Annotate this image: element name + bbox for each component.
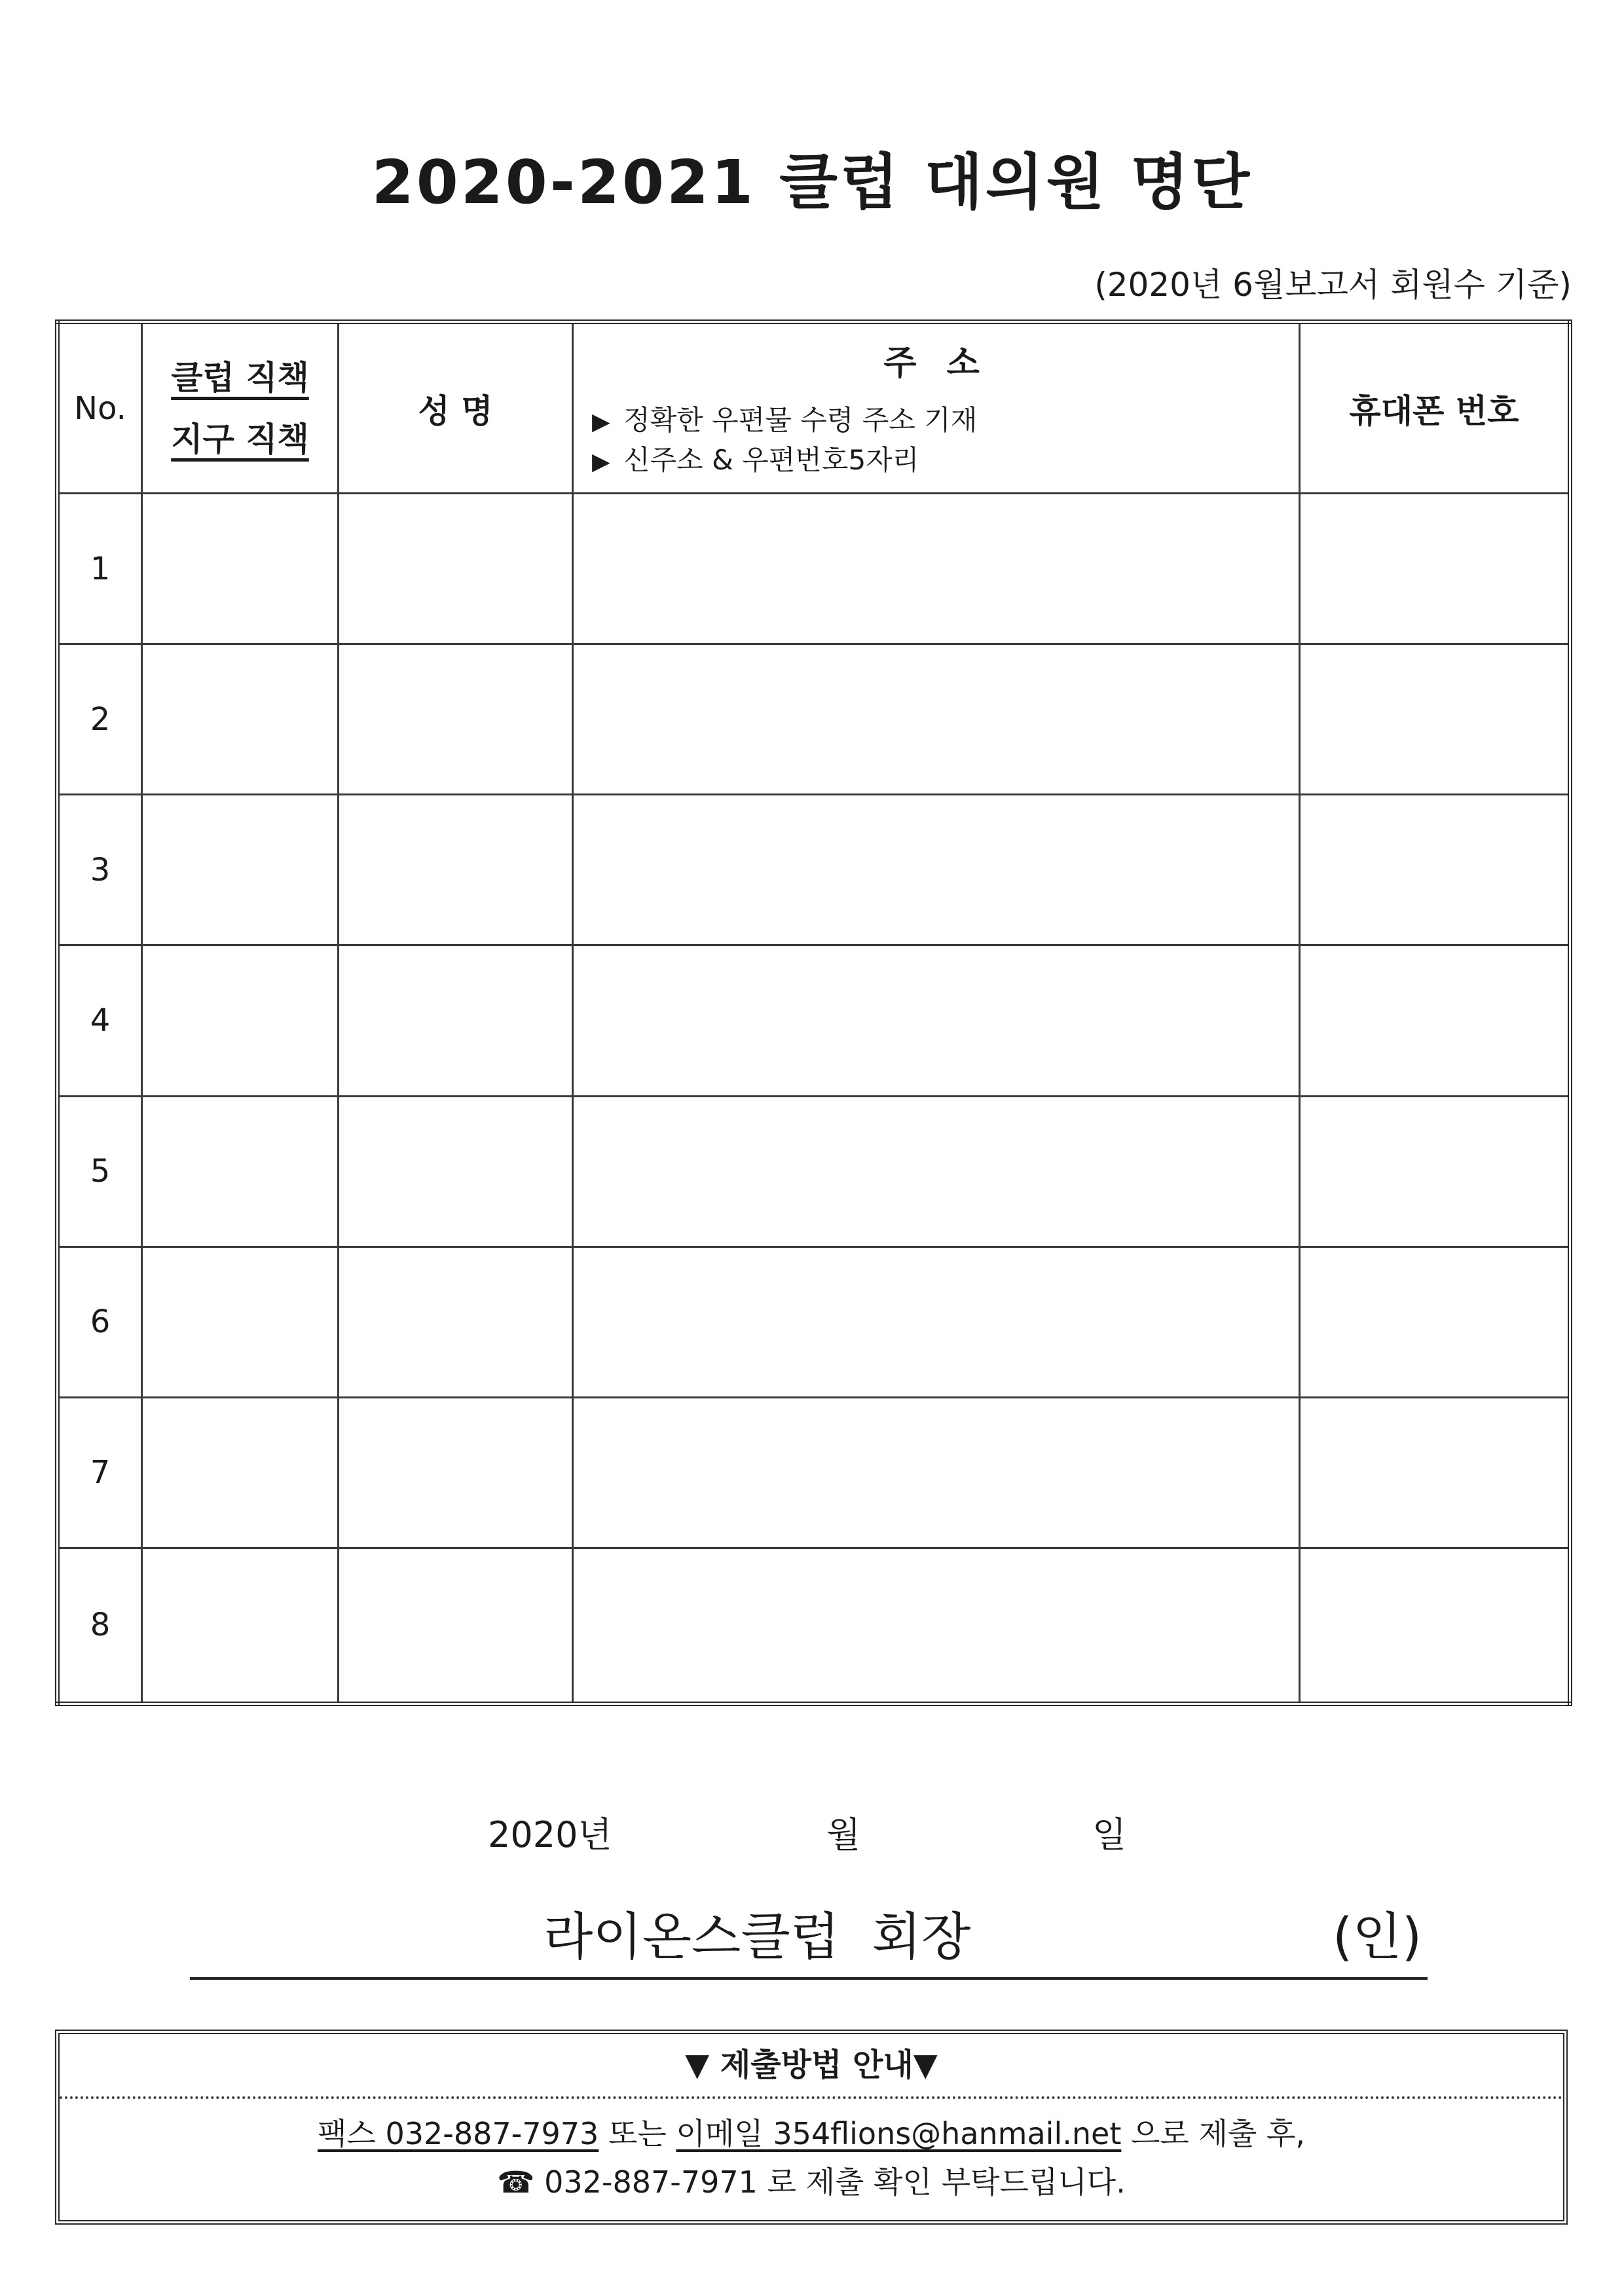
email-link[interactable]: 이메일 354flions@hanmail.net [676, 2116, 1122, 2151]
name-cell[interactable] [339, 1397, 573, 1548]
duty-cell[interactable] [142, 494, 339, 644]
submission-notice [55, 2030, 1568, 2225]
table-row [58, 494, 1570, 644]
notice-line-1 [60, 2109, 1563, 2158]
address-cell[interactable] [573, 1096, 1300, 1247]
row-number: 8 [58, 1548, 142, 1704]
name-cell[interactable] [339, 1548, 573, 1704]
duty-cell[interactable] [142, 644, 339, 795]
header-address [573, 322, 1300, 494]
address-cell[interactable] [573, 1548, 1300, 1704]
name-cell[interactable] [339, 494, 573, 644]
date-year: 2020년 [488, 1814, 612, 1855]
address-note: ▶ 신주소 & 우편번호5자리 [574, 441, 1299, 481]
header-district-duty: 지구 직책 [171, 420, 309, 458]
notice-line-2 [60, 2158, 1563, 2206]
row-number: 3 [58, 795, 142, 945]
duty-cell[interactable] [142, 945, 339, 1096]
phone-cell[interactable] [1300, 644, 1570, 795]
header-duty [142, 322, 339, 494]
table-row [58, 945, 1570, 1096]
table-row [58, 795, 1570, 945]
table-row [58, 1548, 1570, 1704]
duty-cell[interactable] [142, 1548, 339, 1704]
name-cell[interactable] [339, 644, 573, 795]
name-cell[interactable] [339, 1096, 573, 1247]
address-cell[interactable] [573, 1397, 1300, 1548]
address-cell[interactable] [573, 945, 1300, 1096]
header-address-title: 주 소 [883, 344, 989, 383]
address-cell[interactable] [573, 644, 1300, 795]
row-number: 7 [58, 1397, 142, 1548]
duty-cell[interactable] [142, 795, 339, 945]
name-cell[interactable] [339, 1247, 573, 1397]
address-note: ▶ 정확한 우편물 수령 주소 기재 [574, 401, 1299, 441]
phone-cell[interactable] [1300, 1397, 1570, 1548]
header-phone: 휴대폰 번호 [1300, 322, 1570, 494]
table-row [58, 1397, 1570, 1548]
address-cell[interactable] [573, 795, 1300, 945]
name-cell[interactable] [339, 945, 573, 1096]
document-title: 2020-2021 클럽 대의원 명단 [371, 147, 1253, 217]
table-row [58, 1096, 1570, 1247]
header-no: No. [58, 322, 142, 494]
name-cell[interactable] [339, 795, 573, 945]
table-header-row [58, 322, 1570, 494]
duty-cell[interactable] [142, 1096, 339, 1247]
notice-or: 또는 [608, 2116, 667, 2151]
triangle-right-icon: ▶ [592, 409, 610, 435]
document-subtitle: (2020년 6월보고서 회원수 기준) [1094, 266, 1572, 304]
duty-cell[interactable] [142, 1247, 339, 1397]
address-cell[interactable] [573, 494, 1300, 644]
phone-cell[interactable] [1300, 1247, 1570, 1397]
row-number: 4 [58, 945, 142, 1096]
president-label: 라이온스클럽 회장 [544, 1908, 971, 1967]
seal-mark: (인) [1333, 1908, 1422, 1967]
signature-line [190, 1905, 1428, 1980]
phone-cell[interactable] [1300, 945, 1570, 1096]
row-number: 5 [58, 1096, 142, 1247]
address-cell[interactable] [573, 1247, 1300, 1397]
confirm-phone-text: 032-887-7971 로 제출 확인 부탁드립니다. [544, 2164, 1126, 2200]
header-club-duty: 클럽 직책 [171, 358, 309, 397]
delegate-table [55, 319, 1572, 1706]
table-row [58, 1247, 1570, 1397]
phone-cell[interactable] [1300, 795, 1570, 945]
phone-cell[interactable] [1300, 1548, 1570, 1704]
date-day: 일 [1092, 1814, 1127, 1855]
fax-number: 팩스 032-887-7973 [317, 2116, 599, 2151]
notice-title: ▼ 제출방법 안내▼ [60, 2034, 1563, 2099]
row-number: 6 [58, 1247, 142, 1397]
triangle-right-icon: ▶ [592, 448, 610, 475]
notice-after: 으로 제출 후, [1130, 2116, 1306, 2151]
phone-cell[interactable] [1300, 1096, 1570, 1247]
row-number: 2 [58, 644, 142, 795]
duty-cell[interactable] [142, 1397, 339, 1548]
phone-cell[interactable] [1300, 494, 1570, 644]
header-name: 성 명 [339, 322, 573, 494]
row-number: 1 [58, 494, 142, 644]
phone-icon: ☎ [497, 2164, 535, 2200]
date-line [0, 1807, 1624, 1853]
table-row [58, 644, 1570, 795]
date-month: 월 [826, 1814, 861, 1855]
